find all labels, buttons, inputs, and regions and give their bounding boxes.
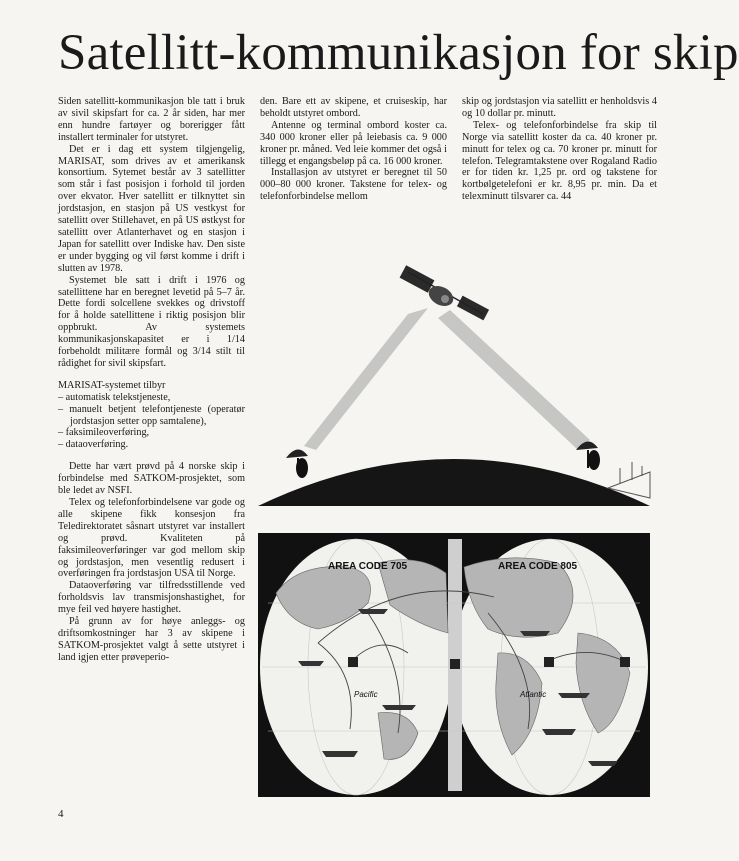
list-item: – manuelt betjent telefontjeneste (operatør jordstasjon setter opp samtalene),: [58, 404, 245, 428]
ship-icon: [382, 705, 416, 710]
satellite-icon: [620, 657, 630, 667]
ship-icon: [358, 609, 388, 614]
paragraph: Dataoverføring var tilfredsstillende ved forholdsvis lav transmisjonshastighet, for mye feil ved høyere hastighet.: [58, 580, 245, 616]
satellite-illustration: [258, 262, 650, 512]
page-number: 4: [58, 808, 64, 820]
signal-beam-right: [438, 310, 590, 450]
world-map-illustration: [258, 533, 650, 797]
list-item: – faksimileoverføring,: [58, 427, 245, 439]
ocean-label-atlantic: Atlantic: [520, 690, 547, 699]
satellite-icon: [400, 265, 489, 320]
ship-icon: [542, 729, 576, 735]
ship-icon: [588, 761, 618, 766]
paragraph: Dette har vært prøvd på 4 norske skip i forbindelse med SATKOM-prosjektet, som ble ledet av NSFI.: [58, 461, 245, 497]
paragraph: Systemet ble satt i drift i 1976 og satellittene har en beregnet levetid på 5–7 år. Dette fordi solcellene svekkes og drivstoff for å holde satellittene i riktig posisjon blir oppbrukt. Av systemets kommunikasjonskapasitet er i 1/14 forbeholdt militære formål og 3/14 stilt til rådighet for sivil skipsfart.: [58, 274, 245, 369]
paragraph: Installasjon av utstyret er beregnet til 50 000–80 000 kroner. Takstene for telex- og telefonforbindelse mellom: [260, 167, 447, 203]
ship-icon: [520, 631, 550, 636]
text-column-3: [462, 96, 657, 203]
satellite-icon: [544, 657, 554, 667]
paragraph: Siden satellitt-kommunikasjon ble tatt i bruk av sivil skipsfart for ca. 2 år siden, har mer enn hundre fartøyer og borerigger fått installert terminaler for utstyret.: [58, 96, 245, 143]
list-item: – automatisk telekstjeneste,: [58, 392, 245, 404]
text-column-1: [58, 96, 245, 664]
paragraph: Det er i dag ett system tilgjengelig, MARISAT, som drives av et amerikansk konsortium. Sytemet består av 3 satellitter som står i fast posisjon i forhold til jorden over ekvator. Hver satellitt er tilknyttet sin jordstasjon, en stasjon på US vestkyst for satellitt over Stillehavet, en på US østkyst for satellitt over Atlanterhavet og en stasjon i Japan for satellitt over Indiske hav. Den siste er under bygging og vil først komme i drift i slutten av 1978.: [58, 143, 245, 274]
text-column-2: [260, 96, 447, 203]
paragraph: På grunn av for høye anleggs- og driftsomkostninger har 3 av skipene i SATKOM-prosjektet valgt å sette utstyret i land igjen etter prøveperio-: [58, 616, 245, 663]
list-item: – dataoverføring.: [58, 439, 245, 451]
area-code-right-label: AREA CODE 805: [498, 561, 578, 572]
paragraph: den. Bare ett av skipene, et cruiseskip, har beholdt utstyret ombord.: [260, 96, 447, 119]
ship-icon: [558, 693, 590, 698]
satellite-icon: [348, 657, 358, 667]
article-title: Satellitt-kommunikasjon for skip: [58, 25, 739, 81]
signal-beam-left: [304, 308, 428, 450]
paragraph: Telex og telefonforbindelsene var gode og alle skipene fikk konsesjon fra Teledirektoratet såsnart utstyret var installert og prøvd. Kvaliteten på faksimileoverføringer var god mellom skip og jordstasjon, men vesentlig redusert i overføringen fra jordstasjon USA til Norge.: [58, 497, 245, 580]
area-code-left-label: AREA CODE 705: [328, 561, 408, 572]
ship-icon: [298, 661, 324, 666]
satellite-icon: [450, 659, 460, 669]
list-intro: MARISAT-systemet tilbyr: [58, 379, 166, 391]
paragraph: skip og jordstasjon via satellitt er henholdsvis 4 og 10 dollar pr. minutt.: [462, 96, 657, 119]
paragraph: Antenne og terminal ombord koster ca. 340 000 kroner eller på leiebasis ca. 9 000 kroner pr. måned. Ved leie kommer det også i tillegg et engangsbeløp på ca. 16 000 kroner.: [260, 119, 447, 167]
service-list: [58, 392, 245, 452]
paragraph: Telex- og telefonforbindelse fra skip til Norge via satellitt koster da ca. 40 kroner pr. minutt for telex og ca. 70 kroner pr. minutt for telefon. Telegramtakstene over Rogaland Radio er for tiden kr. 1,25 pr. ord og takstene for kortbølgetelefoni er kr. 8,95 pr. min. Da et telexminutt tilsvarer ca. 44: [462, 119, 657, 203]
dish-antenna-left-icon: [286, 449, 308, 478]
ocean-label-pacific: Pacific: [354, 690, 378, 699]
ship-icon: [322, 751, 358, 757]
